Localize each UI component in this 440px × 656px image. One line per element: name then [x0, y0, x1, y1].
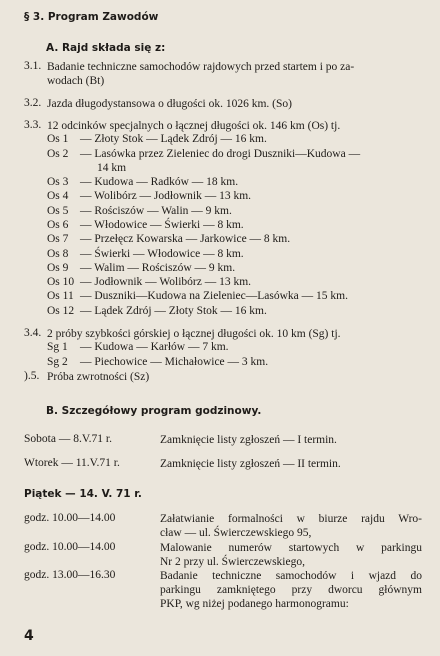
item-text-line: Badanie techniczne samochodów rajdowych przed startem i po za-: [47, 61, 355, 73]
section-heading: § 3. Program Zawodów: [24, 11, 159, 23]
stage-code: Os 5: [47, 205, 69, 217]
stage-text: — Rościszów — Walin — 9 km.: [80, 205, 232, 217]
part-a-heading: A. Rajd składa się z:: [46, 42, 166, 54]
schedule-entry: Nr 2 przy ul. Świerczewskiego,: [160, 556, 305, 568]
stage-text: — Przełęcz Kowarska — Jarkowice — 8 km.: [80, 233, 291, 245]
item-text-line: 2 próby szybkości górskiej o łącznej długości ok. 10 km (Sg) tj.: [47, 328, 341, 340]
stage-text: 14 km: [97, 162, 127, 174]
page-number: 4: [24, 628, 34, 644]
stage-code: Os 10: [47, 276, 75, 288]
item-number: 3.3.: [24, 119, 42, 131]
item-number: 3.2.: [24, 97, 42, 109]
schedule-date: Wtorek — 11.V.71 r.: [24, 457, 120, 469]
schedule-time: godz. 13.00—16.30: [24, 569, 116, 581]
stage-code: Os 4: [47, 190, 69, 202]
stage-text: — Jodłownik — Wolibórz — 13 km.: [80, 276, 252, 288]
sg-text: — Kudowa — Karłów — 7 km.: [80, 341, 229, 353]
item-text-line: Próba zwrotności (Sz): [47, 371, 150, 383]
day-heading: Piątek — 14. V. 71 r.: [24, 488, 142, 500]
stage-text: — Kudowa — Radków — 18 km.: [80, 176, 239, 188]
part-b-heading: B. Szczegółowy program godzinowy.: [46, 405, 262, 417]
item-number: 3.1.: [24, 60, 42, 72]
stage-code: Os 7: [47, 233, 69, 245]
stage-text: — Walim — Rościszów — 9 km.: [80, 262, 236, 274]
stage-text: — Lądek Zdrój — Złoty Stok — 16 km.: [80, 305, 267, 317]
stage-text: — Włodowice — Świerki — 8 km.: [80, 219, 244, 231]
stage-code: Os 6: [47, 219, 69, 231]
schedule-entry: Zamknięcie listy zgłoszeń — I termin.: [160, 434, 337, 446]
stage-code: Os 3: [47, 176, 69, 188]
item-number: 3.4.: [24, 327, 42, 339]
schedule-entry: parkingu zamkniętego przy dworcu głównym: [160, 584, 422, 596]
stage-text: — Złoty Stok — Lądek Zdrój — 16 km.: [80, 133, 267, 145]
item-number: ).5.: [24, 370, 40, 382]
schedule-entry: Zamknięcie listy zgłoszeń — II termin.: [160, 458, 341, 470]
schedule-entry: PKP, wg niżej podanego harmonogramu:: [160, 598, 349, 610]
item-text-line: Jazda długodystansowa o długości ok. 1026 km. (So): [47, 98, 292, 110]
sg-code: Sg 2: [47, 356, 68, 368]
stage-text: — Wolibórz — Jodłownik — 13 km.: [80, 190, 252, 202]
schedule-entry: cław — ul. Świerczewskiego 95,: [160, 527, 312, 539]
stage-code: Os 9: [47, 262, 69, 274]
schedule-date: Sobota — 8.V.71 r.: [24, 433, 112, 445]
item-text-line: wodach (Bt): [47, 75, 105, 87]
schedule-time: godz. 10.00—14.00: [24, 512, 116, 524]
schedule-entry: Badanie techniczne samochodów i wjazd do: [160, 570, 422, 582]
sg-text: — Piechowice — Michałowice — 3 km.: [80, 356, 269, 368]
schedule-time: godz. 10.00—14.00: [24, 541, 116, 553]
item-text-line: 12 odcinków specjalnych o łącznej długości ok. 146 km (Os) tj.: [47, 120, 341, 132]
stage-text: — Świerki — Włodowice — 8 km.: [80, 248, 244, 260]
sg-code: Sg 1: [47, 341, 68, 353]
stage-code: Os 11: [47, 290, 74, 302]
stage-code: Os 8: [47, 248, 69, 260]
stage-code: Os 12: [47, 305, 75, 317]
stage-text: — Lasówka przez Zieleniec do drogi Duszniki—Kudowa —: [80, 148, 361, 160]
schedule-entry: Załatwianie formalności w biurze rajdu Wro-: [160, 513, 422, 525]
schedule-entry: Malowanie numerów startowych w parkingu: [160, 542, 422, 554]
stage-text: — Duszniki—Kudowa na Zieleniec—Lasówka — 15 km.: [80, 290, 348, 302]
stage-code: Os 1: [47, 133, 69, 145]
stage-code: Os 2: [47, 148, 69, 160]
